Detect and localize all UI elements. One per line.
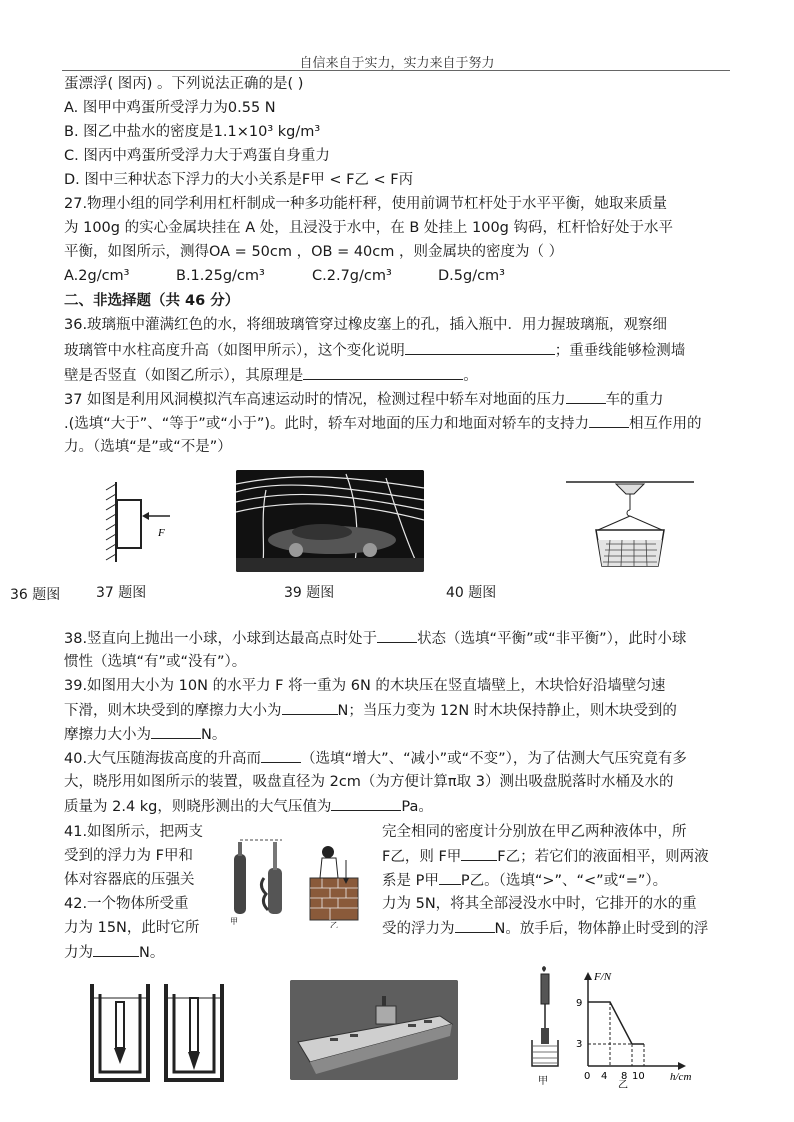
q36-blank-1[interactable]	[405, 340, 555, 355]
q38-text-1b: 状态（选填“平衡”或“非平衡”），此时小球	[417, 631, 687, 647]
figure-bottle-plumb	[228, 838, 378, 928]
q36-text-3b: 。	[463, 368, 478, 384]
q36-text-2a: 玻璃管中水柱高度升高（如图甲所示），这个变化说明	[64, 343, 405, 359]
header-rule	[62, 70, 730, 71]
q37-blank-2[interactable]	[589, 413, 629, 428]
y-axis-label: F/N	[594, 971, 612, 983]
q39-line-1: 39.如图用大小为 10N 的水平力 F 将一重为 6N 的木块压在竖直墙壁上，木块恰好沿墙壁匀速	[64, 678, 666, 694]
q39-blank-2[interactable]	[151, 724, 201, 739]
worker-head	[322, 846, 334, 858]
q27-option-b: B.1.25g/cm³	[176, 268, 265, 284]
x-tick-4: 4	[601, 1071, 608, 1082]
q40-text-1b: （选填“增大”、“减小”或“不变”），为了估测大气压究竟有多	[301, 751, 687, 767]
q37-blank-1[interactable]	[566, 389, 606, 404]
fig-label-jia: 甲	[230, 917, 238, 926]
figure-suction-cup-bucket	[560, 474, 700, 584]
hanging-object	[541, 1028, 549, 1044]
q41-text-3c: P乙。（选填“>”、“<”或“=”）。	[460, 873, 668, 889]
q26-option-a: A. 图甲中鸡蛋所受浮力为0.55 N	[64, 100, 276, 116]
q37-text-2a: .(选填“大于”、“等于”或“小于”)。此时，轿车对地面的压力和地面对轿车的支持力	[64, 416, 589, 432]
q27-option-a: A.2g/cm³	[64, 268, 130, 284]
scale-hand	[542, 966, 546, 972]
q36-line-1: 36.玻璃瓶中灌满红色的水，将细玻璃管穿过橡皮塞上的孔，插入瓶中．用力握玻璃瓶，观察细	[64, 317, 668, 333]
q39-text-3b: N。	[201, 727, 227, 743]
container-left	[92, 984, 148, 1080]
q42-blank-1[interactable]	[455, 918, 495, 933]
caption-40: 40 题图	[446, 585, 497, 601]
graph-sub-yi: 乙	[618, 1080, 628, 1088]
q41-right-3	[382, 870, 667, 891]
q42-left-2: 力为 15N，此时它所	[64, 920, 200, 936]
q39-blank-1[interactable]	[282, 700, 338, 715]
q41-blank-1[interactable]	[461, 846, 497, 861]
q26-option-d: D. 图中三种状态下浮力的大小关系是F甲 < F乙 < F丙	[64, 172, 414, 188]
q41-left-1: 41.如图所示，把两支	[64, 824, 204, 840]
q40-text-1a: 40.大气压随海拔高度的升高而	[64, 751, 262, 767]
q37-line-1	[64, 389, 664, 410]
q26-option-c: C. 图丙中鸡蛋所受浮力大于鸡蛋自身重力	[64, 148, 330, 164]
section-2-title: 二、非选择题（共 46 分）	[64, 293, 240, 309]
ship-island	[376, 1006, 396, 1024]
q38-blank-1[interactable]	[377, 628, 417, 643]
q36-text-3a: 壁是否竖直（如图乙所示），其原理是	[64, 368, 304, 384]
q37-line-2	[64, 413, 702, 434]
q27-option-d: D.5g/cm³	[438, 268, 505, 284]
x-axis-label: h/cm	[670, 1071, 692, 1083]
q36-text-2b: ；重垂线能够检测墙	[554, 343, 686, 359]
wooden-block	[117, 500, 141, 548]
q42-text-3a: 力为	[64, 945, 93, 961]
q27-line-1: 27.物理小组的同学利用杠杆制成一种多功能杆秤，使用前调节杠杆处于水平平衡，她取来质量	[64, 196, 668, 212]
q26-stem: 蛋漂浮( 图丙) 。下列说法正确的是( )	[64, 76, 304, 92]
fig-label-yi: 乙	[330, 921, 338, 928]
q37-text-1a: 37 如图是利用风洞模拟汽车高速运动时的情况，检测过程中轿车对地面的压力	[64, 392, 566, 408]
density-meter-right	[190, 998, 198, 1052]
q27-line-2: 为 100g 的实心金属块挂在 A 处，且浸没于水中，在 B 处挂上 100g 钩码，杠杆恰好处于水平	[64, 220, 673, 236]
q36-blank-2[interactable]	[303, 365, 463, 380]
figure-density-meters	[86, 980, 236, 1084]
q42-right-1: 力为 5N，将其全部浸没水中时，它排开的水的重	[382, 896, 697, 912]
wind-tunnel-photo	[236, 470, 424, 572]
q42-text-2b: 受的浮力为	[382, 921, 455, 937]
x-tick-8: 8	[621, 1071, 628, 1082]
q40-text-3b: Pa。	[401, 799, 433, 815]
q41-left-2: 受到的浮力为 F甲和	[64, 848, 193, 864]
q41-right-2	[382, 846, 709, 867]
force-depth-graph	[566, 966, 706, 1088]
q38-text-1a: 38.竖直向上抛出一小球，小球到达最高点时处于	[64, 631, 378, 647]
q27-option-c: C.2.7g/cm³	[312, 268, 392, 284]
q42-blank-2[interactable]	[93, 942, 139, 957]
suction-cup	[616, 484, 644, 494]
x-tick-10: 10	[632, 1071, 645, 1082]
glass-bottle-hand	[268, 868, 282, 914]
q36-line-3	[64, 365, 478, 386]
caption-39: 39 题图	[284, 585, 335, 601]
q41-left-3: 体对容器底的压强关	[64, 872, 195, 888]
wall-hatching	[106, 484, 116, 560]
q40-blank-1[interactable]	[261, 748, 301, 763]
spring-scale	[541, 974, 549, 1004]
q27-line-3: 平衡，如图所示，测得OA = 50cm ，OB = 40cm ，则金属块的密度为（ ）	[64, 244, 564, 260]
q41-text-2b: F乙，则 F甲	[382, 849, 462, 865]
q39-text-2b: N；当压力变为 12N 时木块保持静止，则木块受到的	[337, 703, 677, 719]
q37-text-1b: 车的重力	[605, 392, 664, 408]
q42-left-1: 42.一个物体所受重	[64, 896, 189, 912]
q42-text-2c: N。放手后，物体静止时受到的浮	[494, 921, 709, 937]
q26-option-b: B. 图乙中盐水的密度是1.1×10³ kg/m³	[64, 124, 321, 140]
x-tick-0: 0	[584, 1071, 591, 1082]
caption-37: 37 题图	[96, 585, 147, 601]
q42-right-2	[382, 918, 708, 939]
force-curve	[588, 1002, 644, 1044]
q41-right-1: 完全相同的密度计分别放在甲乙两种液体中，所	[382, 824, 687, 840]
graph-sub-jia: 甲	[538, 1076, 548, 1087]
ship-photo	[290, 980, 458, 1080]
q39-line-2	[64, 700, 677, 721]
q39-line-3	[64, 724, 226, 745]
q42-left-3	[64, 942, 164, 963]
q37-line-3: 力。（选填“是”或“不是”）	[64, 439, 232, 455]
glass-bottle-left	[234, 854, 246, 914]
q39-text-2a: 下滑，则木块受到的摩擦力大小为	[64, 703, 282, 719]
figure-spring-scale	[526, 966, 566, 1088]
y-tick-3: 3	[576, 1039, 583, 1050]
q36-line-2	[64, 340, 685, 361]
brick-wall	[310, 878, 358, 920]
force-label: F	[158, 527, 165, 539]
q40-blank-2[interactable]	[331, 796, 401, 811]
q37-text-2b: 相互作用的	[629, 416, 702, 432]
container-right	[166, 984, 222, 1080]
q40-line-1	[64, 748, 687, 769]
q40-line-3	[64, 796, 433, 817]
q41-text-3b: 系是 P甲	[382, 873, 439, 889]
figure-wall-block	[92, 478, 192, 568]
force-arrowhead	[142, 512, 149, 520]
q38-line-1	[64, 628, 686, 649]
q40-text-3a: 质量为 2.4 kg，则晓彤测出的大气压值为	[64, 799, 332, 815]
q41-text-2c: F乙；若它们的液面相平，则两液	[497, 849, 709, 865]
caption-36: 36 题图	[10, 587, 61, 603]
density-meter-left	[116, 1002, 124, 1048]
q38-line-2: 惯性（选填“有”或“没有”）。	[64, 654, 247, 670]
y-tick-9: 9	[576, 998, 583, 1009]
q42-text-3b: N。	[139, 945, 165, 961]
q41-blank-2[interactable]	[439, 870, 461, 885]
q39-text-3a: 摩擦力大小为	[64, 727, 151, 743]
q40-line-2: 大，晓彤用如图所示的装置，吸盘直径为 2cm（为方便计算π取 3）测出吸盘脱落时水桶及水的	[64, 774, 674, 790]
header-motto: 自信来自于实力，实力来自于努力	[299, 56, 495, 71]
